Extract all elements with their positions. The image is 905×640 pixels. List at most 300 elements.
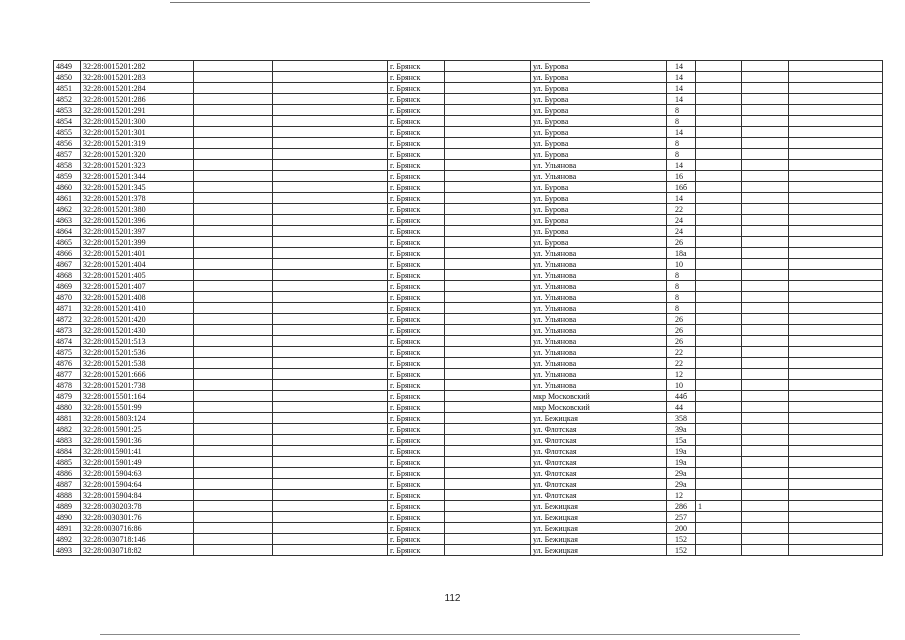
house-number: 22 xyxy=(667,358,696,369)
empty-cell xyxy=(742,127,789,138)
street: ул. Бурова xyxy=(531,237,667,248)
empty-cell xyxy=(194,457,273,468)
empty-cell xyxy=(789,490,883,501)
row-number: 4868 xyxy=(54,270,81,281)
empty-cell xyxy=(742,358,789,369)
street: ул. Флотская xyxy=(531,446,667,457)
empty-cell xyxy=(273,435,388,446)
empty-cell xyxy=(789,248,883,259)
empty-cell xyxy=(445,259,531,270)
empty-cell xyxy=(789,83,883,94)
house-number: 358 xyxy=(667,413,696,424)
empty-cell xyxy=(742,545,789,556)
empty-cell xyxy=(194,94,273,105)
table-row xyxy=(54,534,883,545)
cadastral-number: 32:28:0015201:397 xyxy=(81,226,194,237)
house-number: 8 xyxy=(667,116,696,127)
cadastral-number: 32:28:0015201:323 xyxy=(81,160,194,171)
extra-cell xyxy=(696,61,742,72)
extra-cell xyxy=(696,380,742,391)
street: ул. Бурова xyxy=(531,215,667,226)
empty-cell xyxy=(445,303,531,314)
row-number: 4881 xyxy=(54,413,81,424)
city: г. Брянск xyxy=(388,413,445,424)
empty-cell xyxy=(194,204,273,215)
row-number: 4877 xyxy=(54,369,81,380)
extra-cell xyxy=(696,237,742,248)
empty-cell xyxy=(742,347,789,358)
cadastral-number: 32:28:0030203:78 xyxy=(81,501,194,512)
empty-cell xyxy=(273,171,388,182)
empty-cell xyxy=(194,435,273,446)
city: г. Брянск xyxy=(388,347,445,358)
empty-cell xyxy=(445,402,531,413)
extra-cell xyxy=(696,347,742,358)
city: г. Брянск xyxy=(388,292,445,303)
city: г. Брянск xyxy=(388,479,445,490)
empty-cell xyxy=(789,380,883,391)
table-row xyxy=(54,336,883,347)
row-number: 4886 xyxy=(54,468,81,479)
extra-cell xyxy=(696,424,742,435)
row-number: 4854 xyxy=(54,116,81,127)
street: мкр Московский xyxy=(531,402,667,413)
street: ул. Бежицкая xyxy=(531,545,667,556)
empty-cell xyxy=(789,127,883,138)
table-row xyxy=(54,204,883,215)
city: г. Брянск xyxy=(388,490,445,501)
empty-cell xyxy=(789,358,883,369)
cadastral-number: 32:28:0015501:99 xyxy=(81,402,194,413)
extra-cell xyxy=(696,226,742,237)
street: ул. Бурова xyxy=(531,138,667,149)
street: ул. Ульянова xyxy=(531,336,667,347)
empty-cell xyxy=(789,237,883,248)
empty-cell xyxy=(194,468,273,479)
house-number: 14 xyxy=(667,193,696,204)
empty-cell xyxy=(273,479,388,490)
cadastral-number: 32:28:0015904:64 xyxy=(81,479,194,490)
empty-cell xyxy=(273,237,388,248)
empty-cell xyxy=(194,171,273,182)
cadastral-number: 32:28:0015201:410 xyxy=(81,303,194,314)
empty-cell xyxy=(789,303,883,314)
table-row xyxy=(54,446,883,457)
empty-cell xyxy=(445,545,531,556)
empty-cell xyxy=(445,105,531,116)
city: г. Брянск xyxy=(388,149,445,160)
street: ул. Ульянова xyxy=(531,380,667,391)
cadastral-number: 32:28:0015201:407 xyxy=(81,281,194,292)
empty-cell xyxy=(742,303,789,314)
city: г. Брянск xyxy=(388,215,445,226)
street: ул. Бежицкая xyxy=(531,512,667,523)
house-number: 44б xyxy=(667,391,696,402)
row-number: 4884 xyxy=(54,446,81,457)
house-number: 22 xyxy=(667,347,696,358)
extra-cell xyxy=(696,105,742,116)
empty-cell xyxy=(742,534,789,545)
empty-cell xyxy=(445,138,531,149)
house-number: 8 xyxy=(667,138,696,149)
house-number: 18а xyxy=(667,248,696,259)
city: г. Брянск xyxy=(388,534,445,545)
cadastral-number: 32:28:0015201:408 xyxy=(81,292,194,303)
extra-cell xyxy=(696,248,742,259)
row-number: 4883 xyxy=(54,435,81,446)
cadastral-number: 32:28:0030718:82 xyxy=(81,545,194,556)
extra-cell xyxy=(696,149,742,160)
house-number: 19а xyxy=(667,457,696,468)
empty-cell xyxy=(194,193,273,204)
empty-cell xyxy=(742,171,789,182)
empty-cell xyxy=(194,127,273,138)
city: г. Брянск xyxy=(388,226,445,237)
empty-cell xyxy=(194,534,273,545)
extra-cell xyxy=(696,94,742,105)
street: ул. Бежицкая xyxy=(531,413,667,424)
empty-cell xyxy=(742,193,789,204)
row-number: 4849 xyxy=(54,61,81,72)
empty-cell xyxy=(789,446,883,457)
street: ул. Ульянова xyxy=(531,369,667,380)
empty-cell xyxy=(194,215,273,226)
empty-cell xyxy=(445,413,531,424)
extra-cell xyxy=(696,435,742,446)
empty-cell xyxy=(273,523,388,534)
empty-cell xyxy=(445,61,531,72)
row-number: 4872 xyxy=(54,314,81,325)
empty-cell xyxy=(273,193,388,204)
house-number: 8 xyxy=(667,149,696,160)
row-number: 4864 xyxy=(54,226,81,237)
street: ул. Бурова xyxy=(531,127,667,138)
cadastral-number: 32:28:0030716:86 xyxy=(81,523,194,534)
empty-cell xyxy=(445,468,531,479)
row-number: 4891 xyxy=(54,523,81,534)
extra-cell xyxy=(696,545,742,556)
empty-cell xyxy=(194,83,273,94)
empty-cell xyxy=(273,402,388,413)
empty-cell xyxy=(445,171,531,182)
city: г. Брянск xyxy=(388,193,445,204)
empty-cell xyxy=(789,336,883,347)
city: г. Брянск xyxy=(388,116,445,127)
empty-cell xyxy=(742,292,789,303)
empty-cell xyxy=(789,347,883,358)
empty-cell xyxy=(194,347,273,358)
extra-cell: 1 xyxy=(696,501,742,512)
house-number: 152 xyxy=(667,534,696,545)
empty-cell xyxy=(445,490,531,501)
city: г. Брянск xyxy=(388,391,445,402)
row-number: 4887 xyxy=(54,479,81,490)
extra-cell xyxy=(696,402,742,413)
table-row xyxy=(54,259,883,270)
extra-cell xyxy=(696,446,742,457)
extra-cell xyxy=(696,303,742,314)
extra-cell xyxy=(696,358,742,369)
street: ул. Флотская xyxy=(531,490,667,501)
empty-cell xyxy=(445,204,531,215)
extra-cell xyxy=(696,292,742,303)
cadastral-number: 32:28:0015901:41 xyxy=(81,446,194,457)
cadastral-number: 32:28:0015201:513 xyxy=(81,336,194,347)
empty-cell xyxy=(194,479,273,490)
house-number: 16 xyxy=(667,171,696,182)
empty-cell xyxy=(273,83,388,94)
table-row xyxy=(54,512,883,523)
table-row xyxy=(54,413,883,424)
table-row xyxy=(54,468,883,479)
row-number: 4862 xyxy=(54,204,81,215)
street: ул. Ульянова xyxy=(531,358,667,369)
empty-cell xyxy=(445,457,531,468)
empty-cell xyxy=(445,523,531,534)
city: г. Брянск xyxy=(388,523,445,534)
street: ул. Ульянова xyxy=(531,303,667,314)
city: г. Брянск xyxy=(388,424,445,435)
cadastral-number: 32:28:0015201:301 xyxy=(81,127,194,138)
empty-cell xyxy=(445,281,531,292)
empty-cell xyxy=(742,402,789,413)
empty-cell xyxy=(789,457,883,468)
empty-cell xyxy=(273,347,388,358)
table-row xyxy=(54,347,883,358)
empty-cell xyxy=(194,358,273,369)
empty-cell xyxy=(273,160,388,171)
extra-cell xyxy=(696,457,742,468)
empty-cell xyxy=(789,182,883,193)
table-row xyxy=(54,490,883,501)
empty-cell xyxy=(445,512,531,523)
table-row xyxy=(54,391,883,402)
empty-cell xyxy=(789,138,883,149)
row-number: 4871 xyxy=(54,303,81,314)
house-number: 26 xyxy=(667,237,696,248)
row-number: 4853 xyxy=(54,105,81,116)
empty-cell xyxy=(194,160,273,171)
row-number: 4863 xyxy=(54,215,81,226)
empty-cell xyxy=(445,479,531,490)
street: ул. Ульянова xyxy=(531,325,667,336)
empty-cell xyxy=(789,413,883,424)
empty-cell xyxy=(273,446,388,457)
empty-cell xyxy=(445,369,531,380)
city: г. Брянск xyxy=(388,248,445,259)
street: ул. Ульянова xyxy=(531,314,667,325)
house-number: 10 xyxy=(667,380,696,391)
empty-cell xyxy=(789,435,883,446)
empty-cell xyxy=(194,138,273,149)
empty-cell xyxy=(445,534,531,545)
empty-cell xyxy=(789,479,883,490)
row-number: 4879 xyxy=(54,391,81,402)
scan-artifact-top xyxy=(170,2,590,3)
city: г. Брянск xyxy=(388,105,445,116)
city: г. Брянск xyxy=(388,325,445,336)
city: г. Брянск xyxy=(388,402,445,413)
city: г. Брянск xyxy=(388,138,445,149)
empty-cell xyxy=(194,303,273,314)
empty-cell xyxy=(273,512,388,523)
row-number: 4874 xyxy=(54,336,81,347)
house-number: 257 xyxy=(667,512,696,523)
row-number: 4858 xyxy=(54,160,81,171)
table-row xyxy=(54,501,883,512)
empty-cell xyxy=(273,314,388,325)
street: ул. Бурова xyxy=(531,193,667,204)
row-number: 4860 xyxy=(54,182,81,193)
empty-cell xyxy=(742,215,789,226)
empty-cell xyxy=(789,193,883,204)
empty-cell xyxy=(273,336,388,347)
empty-cell xyxy=(445,380,531,391)
cadastral-number: 32:28:0015201:284 xyxy=(81,83,194,94)
empty-cell xyxy=(789,292,883,303)
cadastral-number: 32:28:0015201:300 xyxy=(81,116,194,127)
empty-cell xyxy=(194,237,273,248)
empty-cell xyxy=(445,347,531,358)
empty-cell xyxy=(742,424,789,435)
house-number: 16б xyxy=(667,182,696,193)
empty-cell xyxy=(742,380,789,391)
row-number: 4885 xyxy=(54,457,81,468)
empty-cell xyxy=(789,281,883,292)
street: ул. Флотская xyxy=(531,435,667,446)
row-number: 4876 xyxy=(54,358,81,369)
row-number: 4873 xyxy=(54,325,81,336)
empty-cell xyxy=(789,160,883,171)
table-row xyxy=(54,479,883,490)
empty-cell xyxy=(789,226,883,237)
house-number: 26 xyxy=(667,336,696,347)
empty-cell xyxy=(445,270,531,281)
cadastral-number: 32:28:0015201:666 xyxy=(81,369,194,380)
empty-cell xyxy=(194,391,273,402)
extra-cell xyxy=(696,325,742,336)
cadastral-number: 32:28:0015201:345 xyxy=(81,182,194,193)
house-number: 24 xyxy=(667,215,696,226)
table-row xyxy=(54,314,883,325)
street: ул. Флотская xyxy=(531,479,667,490)
table-row xyxy=(54,303,883,314)
table-row xyxy=(54,116,883,127)
empty-cell xyxy=(273,116,388,127)
empty-cell xyxy=(273,281,388,292)
table-row xyxy=(54,127,883,138)
empty-cell xyxy=(445,116,531,127)
empty-cell xyxy=(273,182,388,193)
empty-cell xyxy=(273,534,388,545)
empty-cell xyxy=(445,336,531,347)
empty-cell xyxy=(742,204,789,215)
cadastral-number: 32:28:0015201:536 xyxy=(81,347,194,358)
empty-cell xyxy=(789,116,883,127)
extra-cell xyxy=(696,160,742,171)
row-number: 4850 xyxy=(54,72,81,83)
empty-cell xyxy=(273,72,388,83)
extra-cell xyxy=(696,281,742,292)
city: г. Брянск xyxy=(388,435,445,446)
extra-cell xyxy=(696,182,742,193)
property-registry-table xyxy=(53,60,883,556)
empty-cell xyxy=(194,116,273,127)
house-number: 44 xyxy=(667,402,696,413)
empty-cell xyxy=(789,501,883,512)
empty-cell xyxy=(789,391,883,402)
empty-cell xyxy=(273,149,388,160)
empty-cell xyxy=(789,424,883,435)
house-number: 15а xyxy=(667,435,696,446)
empty-cell xyxy=(789,72,883,83)
house-number: 39а xyxy=(667,424,696,435)
table-row xyxy=(54,160,883,171)
empty-cell xyxy=(742,226,789,237)
empty-cell xyxy=(273,380,388,391)
empty-cell xyxy=(742,281,789,292)
empty-cell xyxy=(742,490,789,501)
city: г. Брянск xyxy=(388,303,445,314)
extra-cell xyxy=(696,479,742,490)
empty-cell xyxy=(789,369,883,380)
registry-body xyxy=(54,61,883,556)
cadastral-number: 32:28:0015201:430 xyxy=(81,325,194,336)
extra-cell xyxy=(696,369,742,380)
empty-cell xyxy=(445,226,531,237)
empty-cell xyxy=(789,534,883,545)
extra-cell xyxy=(696,138,742,149)
empty-cell xyxy=(273,248,388,259)
house-number: 10 xyxy=(667,259,696,270)
empty-cell xyxy=(742,512,789,523)
empty-cell xyxy=(789,94,883,105)
empty-cell xyxy=(445,435,531,446)
house-number: 14 xyxy=(667,61,696,72)
extra-cell xyxy=(696,336,742,347)
empty-cell xyxy=(273,545,388,556)
empty-cell xyxy=(273,138,388,149)
empty-cell xyxy=(273,501,388,512)
table-row xyxy=(54,138,883,149)
empty-cell xyxy=(742,369,789,380)
empty-cell xyxy=(194,380,273,391)
empty-cell xyxy=(273,369,388,380)
house-number: 152 xyxy=(667,545,696,556)
empty-cell xyxy=(445,83,531,94)
extra-cell xyxy=(696,270,742,281)
city: г. Брянск xyxy=(388,259,445,270)
table-row xyxy=(54,358,883,369)
city: г. Брянск xyxy=(388,468,445,479)
table-row xyxy=(54,402,883,413)
empty-cell xyxy=(194,336,273,347)
extra-cell xyxy=(696,259,742,270)
table-row xyxy=(54,380,883,391)
cadastral-number: 32:28:0015201:738 xyxy=(81,380,194,391)
table-row xyxy=(54,237,883,248)
street: ул. Ульянова xyxy=(531,347,667,358)
empty-cell xyxy=(742,446,789,457)
empty-cell xyxy=(742,468,789,479)
city: г. Брянск xyxy=(388,270,445,281)
row-number: 4866 xyxy=(54,248,81,259)
empty-cell xyxy=(445,182,531,193)
city: г. Брянск xyxy=(388,204,445,215)
empty-cell xyxy=(445,94,531,105)
city: г. Брянск xyxy=(388,171,445,182)
empty-cell xyxy=(445,391,531,402)
